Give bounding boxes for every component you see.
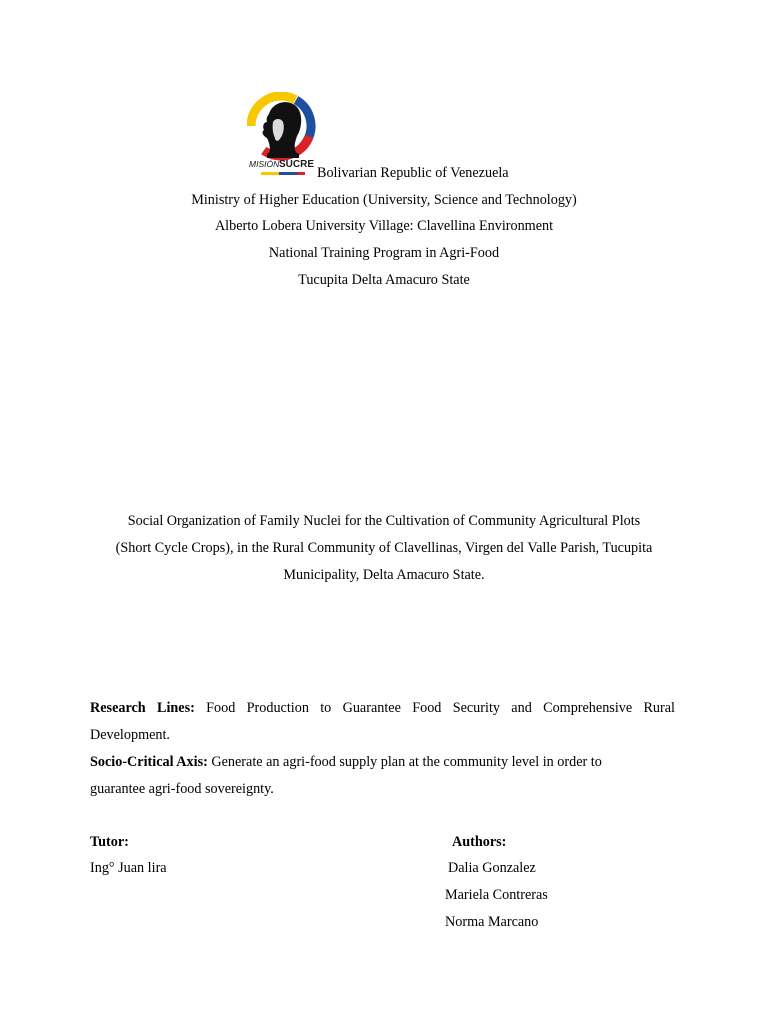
header-ministry: Ministry of Higher Education (University, Science and Technology) [191, 192, 577, 208]
socio-critical-axis [90, 755, 602, 769]
logo-text-mision: MISIÓN [249, 159, 280, 169]
logo-text-sucre: SUCRE [279, 159, 315, 170]
tutor-label: Tutor: [90, 834, 129, 850]
authors-label: Authors: [452, 834, 507, 850]
title-line-2: (Short Cycle Crops), in the Rural Community of Clavellinas, Virgen del Valle Parish, Tucupita [115, 540, 653, 556]
tutor-name: Ing° Juan lira [90, 860, 167, 876]
mision-sucre-logo [247, 92, 317, 180]
author-name: Norma Marcano [445, 914, 539, 930]
title-line-1: Social Organization of Family Nuclei for the Cultivation of Community Agricultural Plots [127, 513, 641, 529]
axis-label: Socio-Critical Axis: [90, 754, 208, 770]
research-lines [90, 701, 675, 715]
research-text-1: Food Production to Guarantee Food Security and Comprehensive Rural [194, 700, 675, 716]
axis-text-2: guarantee agri-food sovereignty. [90, 781, 274, 797]
author-name: Dalia Gonzalez [448, 860, 536, 876]
research-text-2: Development. [90, 727, 170, 743]
research-label: Research Lines: [90, 700, 195, 716]
header-country: Bolivarian Republic of Venezuela [317, 165, 509, 181]
title-line-3: Municipality, Delta Amacuro State. [283, 567, 485, 583]
header-state: Tucupita Delta Amacuro State [298, 272, 470, 288]
author-name: Mariela Contreras [445, 887, 548, 903]
header-program: National Training Program in Agri-Food [268, 245, 500, 261]
axis-text-1: Generate an agri-food supply plan at the community level in order to [207, 754, 602, 770]
header-university: Alberto Lobera University Village: Clavellina Environment [214, 218, 554, 234]
